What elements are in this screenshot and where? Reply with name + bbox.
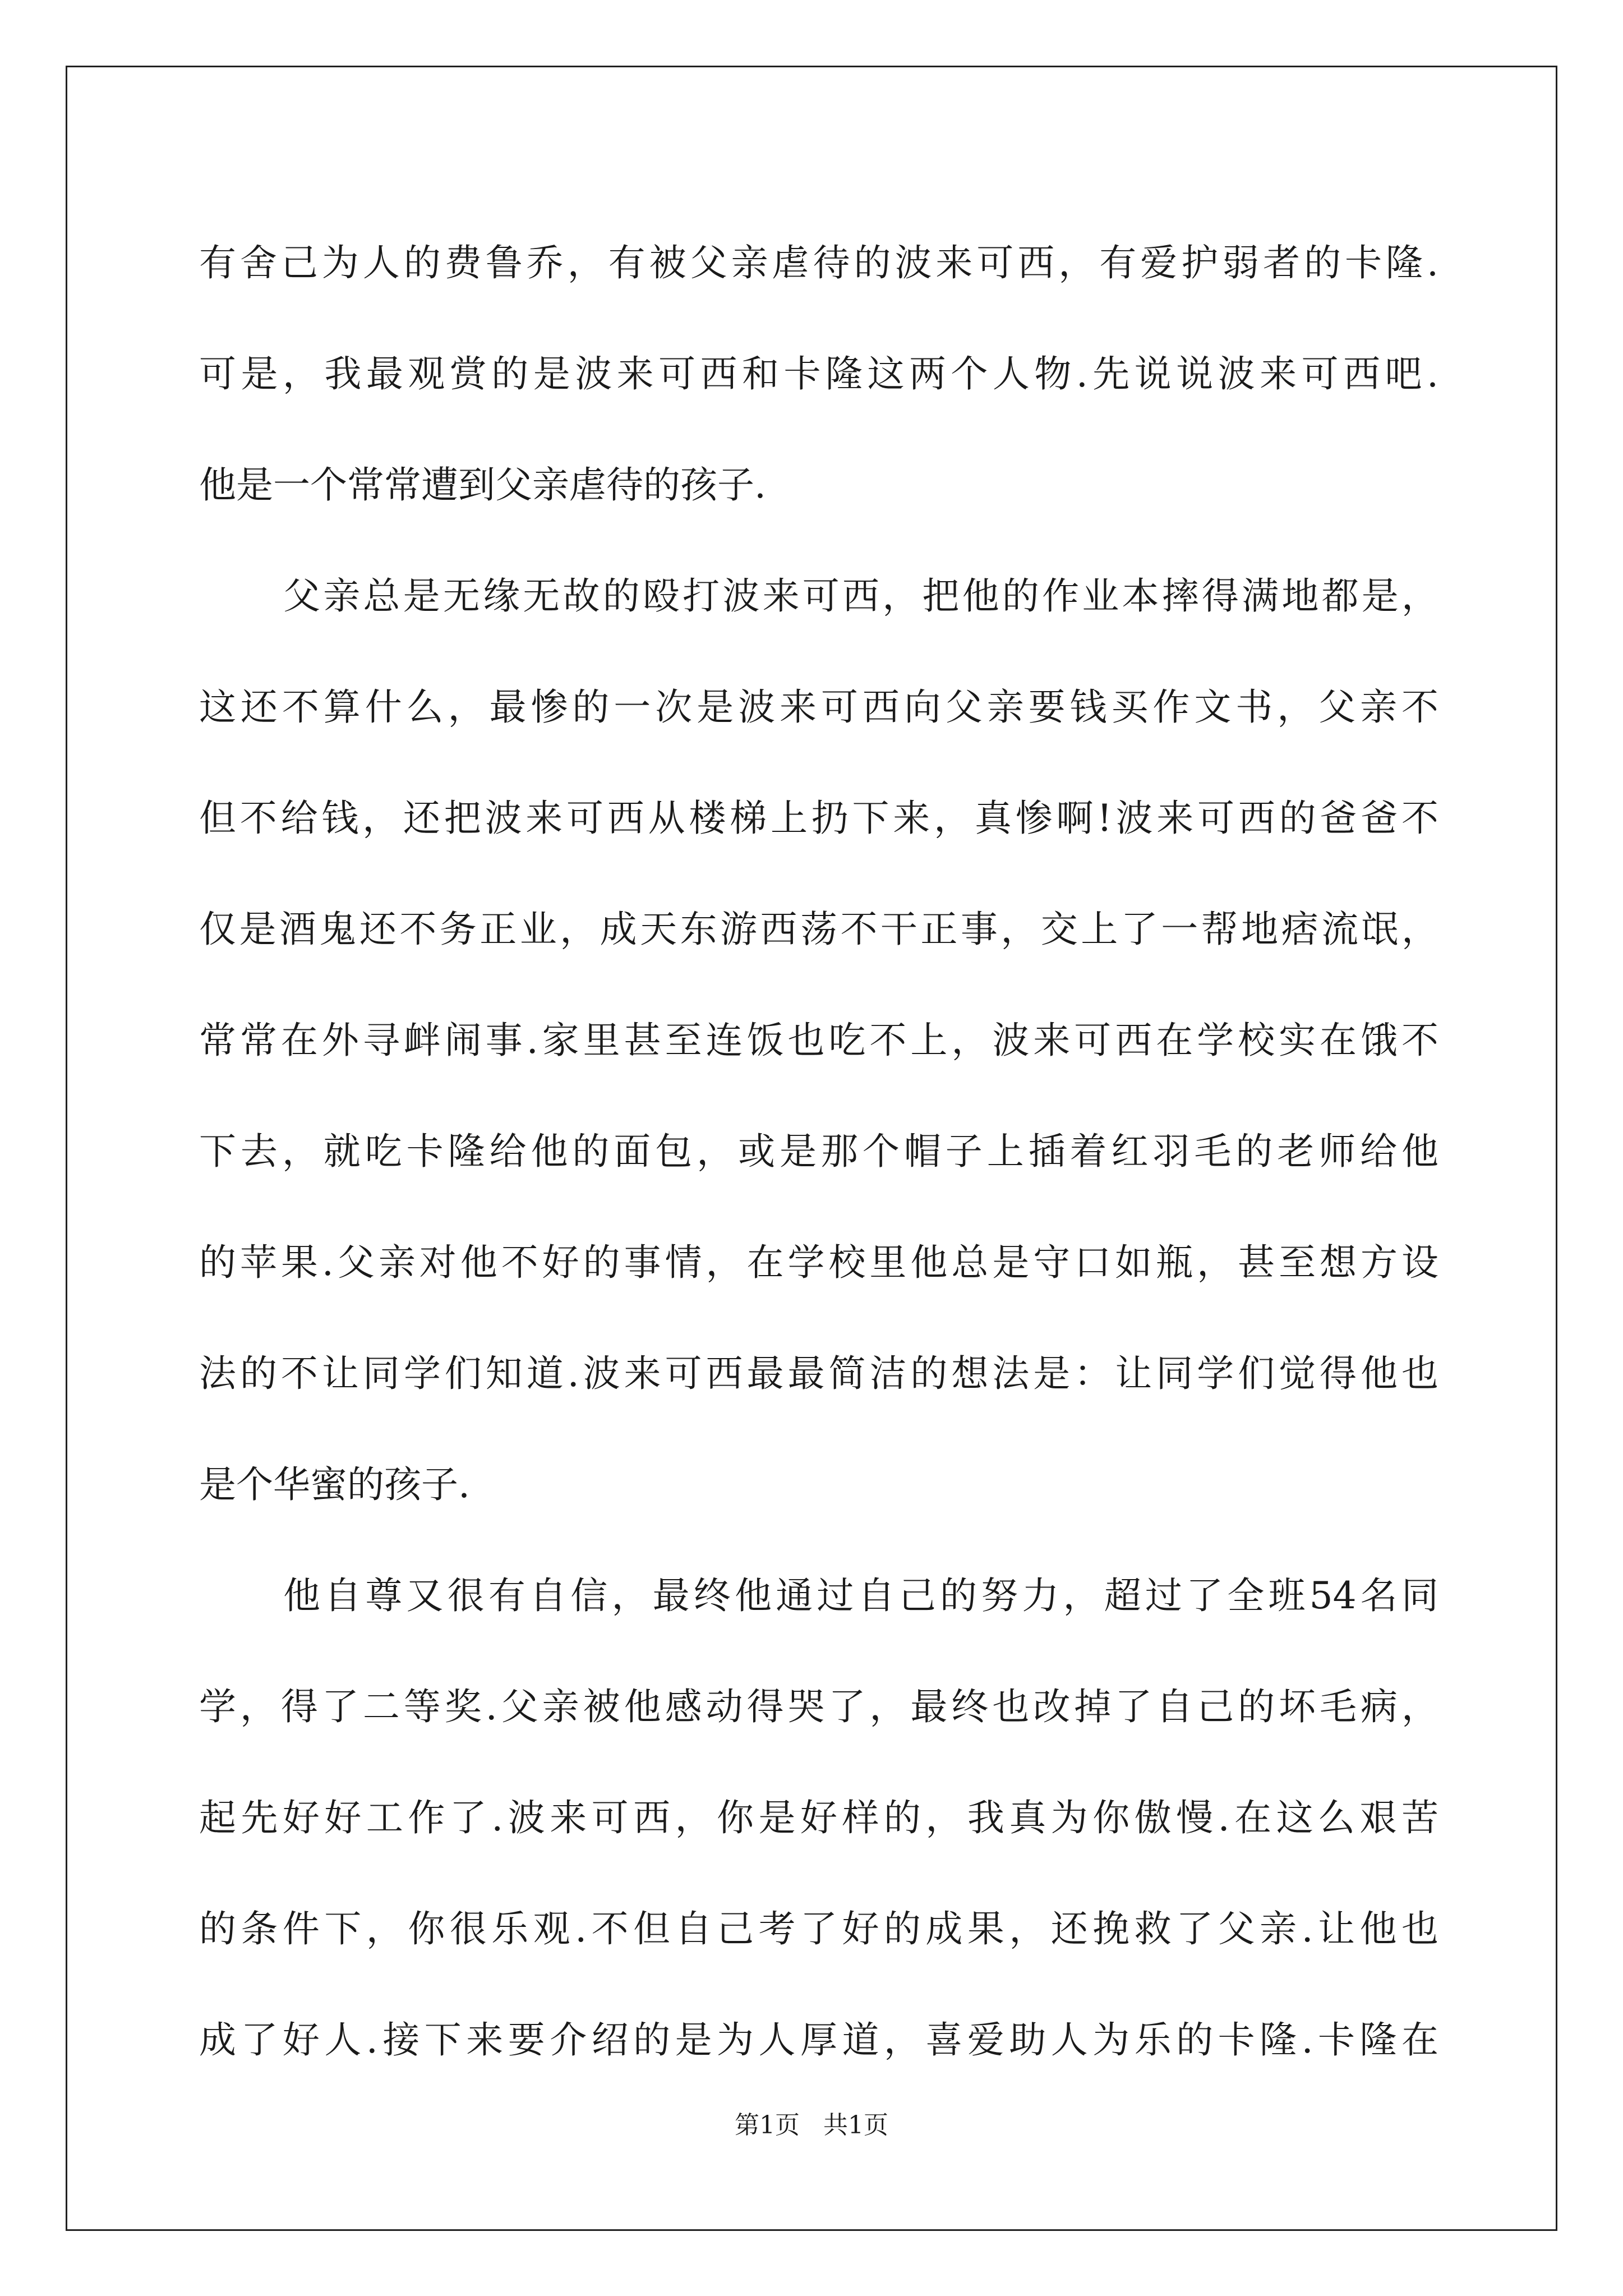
text-line: 的苹果.父亲对他不好的事情，在学校里他总是守口如瓶，甚至想方设 bbox=[199, 1241, 1438, 1284]
text-line: 他自尊又很有自信，最终他通过自己的努力，超过了全班54名同 bbox=[283, 1574, 1438, 1617]
text-line: 可是，我最观赏的是波来可西和卡隆这两个人物.先说说波来可西吧. bbox=[199, 352, 1438, 395]
text-line: 他是一个常常遭到父亲虐待的孩子. bbox=[199, 463, 766, 507]
paragraph-3 bbox=[199, 1540, 1438, 2096]
document-body bbox=[199, 208, 1438, 2096]
text-line: 父亲总是无缘无故的殴打波来可西，把他的作业本摔得满地都是， bbox=[283, 574, 1438, 618]
text-line: 起先好好工作了.波来可西，你是好样的，我真为你傲慢.在这么艰苦 bbox=[199, 1796, 1438, 1839]
paragraph-2 bbox=[199, 541, 1438, 1540]
text-line: 常常在外寻衅闹事.家里甚至连饭也吃不上，波来可西在学校实在饿不 bbox=[199, 1019, 1438, 1062]
text-line: 下去，就吃卡隆给他的面包，或是那个帽子上插着红羽毛的老师给他 bbox=[199, 1130, 1438, 1173]
paragraph-1 bbox=[199, 208, 1438, 541]
text-line: 这还不算什么，最惨的一次是波来可西向父亲要钱买作文书，父亲不 bbox=[199, 685, 1438, 729]
text-line: 法的不让同学们知道.波来可西最最简洁的想法是：让同学们觉得他也 bbox=[199, 1352, 1438, 1395]
text-line: 仅是酒鬼还不务正业，成天东游西荡不干正事，交上了一帮地痞流氓， bbox=[199, 908, 1438, 951]
page-footer: 第1页 共1页 bbox=[735, 2111, 888, 2139]
text-line: 成了好人.接下来要介绍的是为人厚道，喜爱助人为乐的卡隆.卡隆在 bbox=[199, 2018, 1438, 2062]
text-line: 的条件下，你很乐观.不但自己考了好的成果，还挽救了父亲.让他也 bbox=[199, 1907, 1438, 1950]
text-line: 有舍己为人的费鲁乔，有被父亲虐待的波来可西，有爱护弱者的卡隆. bbox=[199, 241, 1438, 284]
text-line: 是个华蜜的孩子. bbox=[199, 1463, 470, 1506]
text-line: 但不给钱，还把波来可西从楼梯上扔下来，真惨啊!波来可西的爸爸不 bbox=[199, 797, 1438, 840]
text-line: 学，得了二等奖.父亲被他感动得哭了，最终也改掉了自己的坏毛病， bbox=[199, 1685, 1438, 1728]
